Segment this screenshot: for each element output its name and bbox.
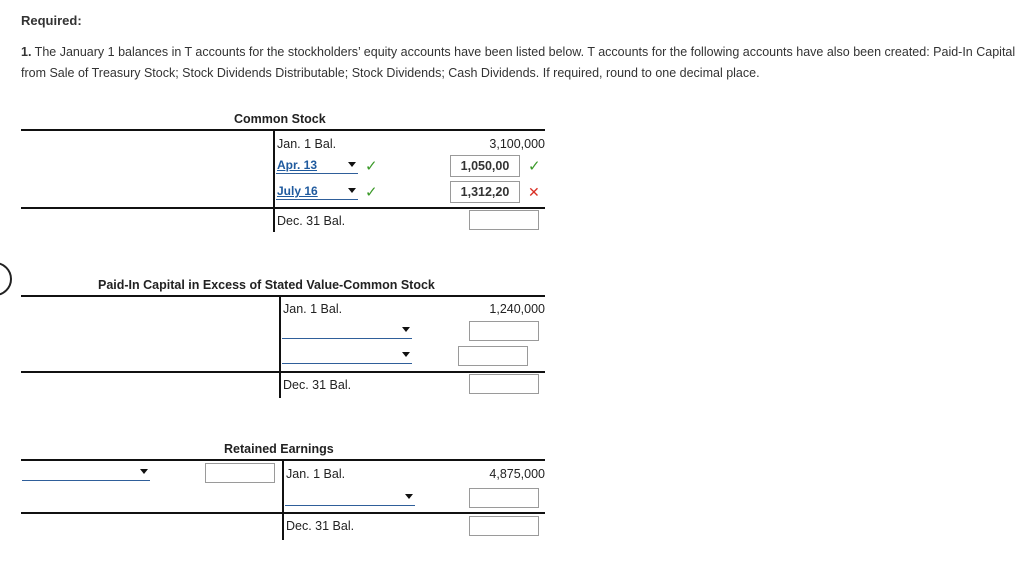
t-account-total-line xyxy=(21,371,545,373)
x-mark-icon: ✕ xyxy=(528,184,540,200)
t-account-divider xyxy=(282,460,284,540)
date-dropdown-july16[interactable] xyxy=(276,184,358,200)
chevron-down-icon xyxy=(348,188,356,193)
t-account-divider xyxy=(273,130,275,232)
jan-balance-value: 1,240,000 xyxy=(489,302,545,316)
instructions-text xyxy=(21,42,1021,84)
dec-balance-label: Dec. 31 Bal. xyxy=(277,214,346,228)
dec-balance-input[interactable] xyxy=(469,516,539,536)
instruction-number: 1. xyxy=(21,45,32,59)
pic-excess-title: Paid-In Capital in Excess of Stated Value-Common Stock xyxy=(98,278,435,292)
instruction-body: The January 1 balances in T accounts for the stockholders’ equity accounts have been listed below. T accounts for the following accounts have also been created: Paid-In Capital from Sale of Treasury Stock; Stock Dividends Distributable; Stock Dividends; Cash Dividends. If required, round to one decimal place. xyxy=(21,45,1016,80)
t-account-total-line xyxy=(21,207,545,209)
amount-input-july16[interactable]: 1,312,20 xyxy=(450,181,520,203)
dec-balance-input[interactable] xyxy=(469,374,539,394)
date-dropdown-2[interactable] xyxy=(282,348,412,364)
credit-date-dropdown[interactable] xyxy=(285,490,415,506)
debit-date-dropdown[interactable] xyxy=(22,465,150,481)
jan-balance-label: Jan. 1 Bal. xyxy=(277,137,337,151)
check-icon: ✓ xyxy=(365,158,378,175)
required-heading: Required: xyxy=(21,13,82,28)
common-stock-title: Common Stock xyxy=(234,112,326,126)
side-circle-icon xyxy=(0,262,12,296)
chevron-down-icon xyxy=(140,469,148,474)
debit-amount-input[interactable] xyxy=(205,463,275,483)
t-account-top-line xyxy=(21,129,545,131)
retained-earnings-title: Retained Earnings xyxy=(224,442,334,456)
date-dropdown-value: Apr. 13 xyxy=(277,158,318,172)
date-dropdown-apr13[interactable] xyxy=(276,158,358,174)
date-dropdown-value: July 16 xyxy=(277,184,318,198)
amount-input-1[interactable] xyxy=(469,321,539,341)
jan-balance-value: 3,100,000 xyxy=(489,137,545,151)
credit-amount-input[interactable] xyxy=(469,488,539,508)
dec-balance-label: Dec. 31 Bal. xyxy=(286,519,355,533)
amount-input-2[interactable] xyxy=(458,346,528,366)
amount-input-apr13[interactable]: 1,050,00 xyxy=(450,155,520,177)
date-dropdown-1[interactable] xyxy=(282,323,412,339)
chevron-down-icon xyxy=(405,494,413,499)
t-account-total-line xyxy=(21,512,545,514)
dec-balance-input[interactable] xyxy=(469,210,539,230)
dec-balance-label: Dec. 31 Bal. xyxy=(283,378,352,392)
check-icon: ✓ xyxy=(365,184,378,201)
jan-balance-value: 4,875,000 xyxy=(489,467,545,481)
chevron-down-icon xyxy=(348,162,356,167)
t-account-divider xyxy=(279,296,281,398)
check-icon: ✓ xyxy=(528,158,541,175)
jan-balance-label: Jan. 1 Bal. xyxy=(283,302,343,316)
jan-balance-label: Jan. 1 Bal. xyxy=(286,467,346,481)
t-account-top-line xyxy=(21,295,545,297)
chevron-down-icon xyxy=(402,352,410,357)
chevron-down-icon xyxy=(402,327,410,332)
